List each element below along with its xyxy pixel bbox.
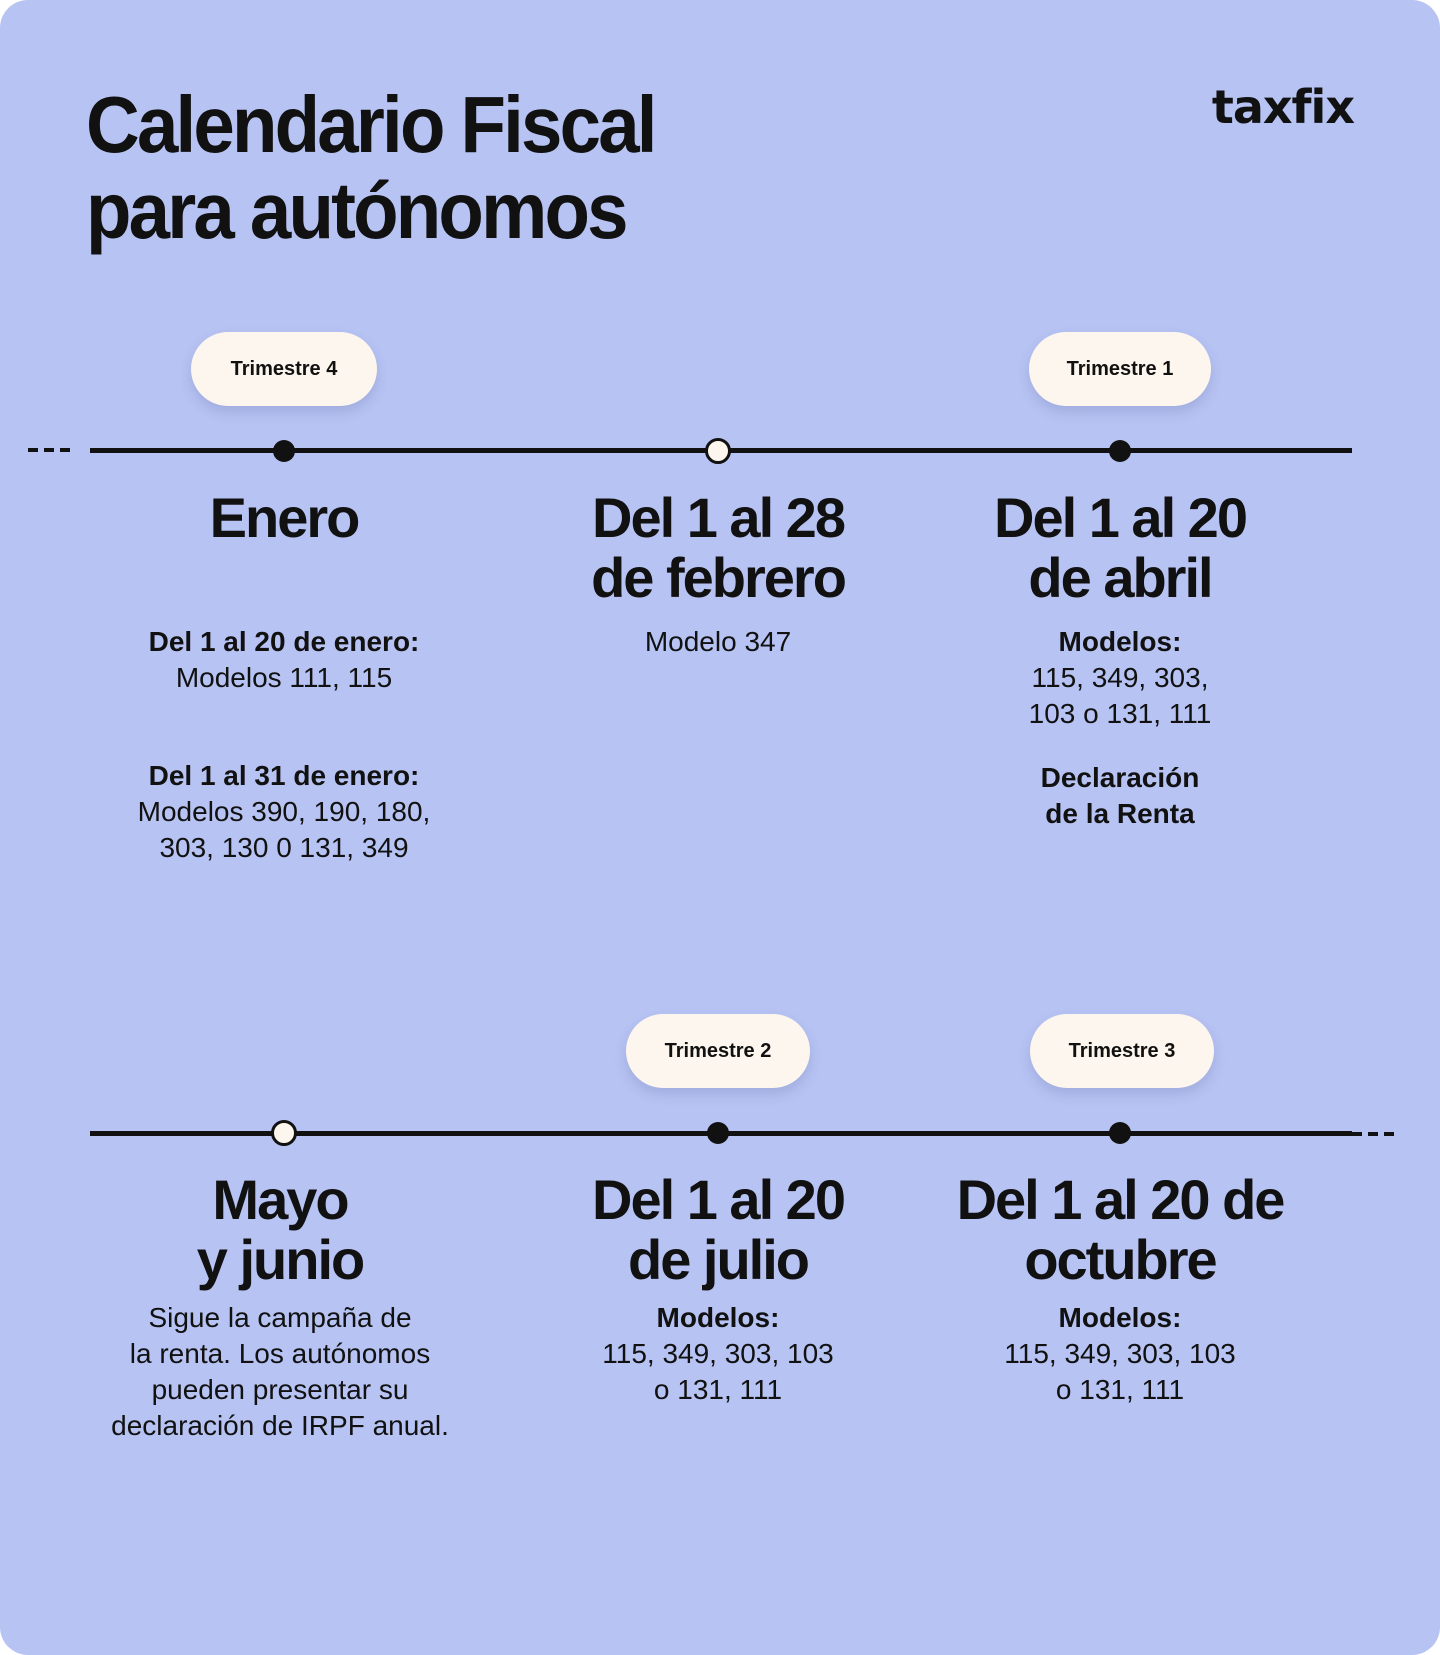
event-febrero: [518, 488, 918, 660]
timeline-dot-febrero: [705, 438, 731, 464]
timeline-dot-mayo: [271, 1120, 297, 1146]
group-line: 103 o 131, 111: [1028, 698, 1212, 729]
group-label: Modelos:: [1058, 626, 1182, 657]
event-julio: [518, 1170, 918, 1408]
group-line: pueden presentar su: [151, 1374, 409, 1405]
timeline-dot-enero: [273, 440, 295, 462]
group-line: Sigue la campaña de: [148, 1302, 412, 1333]
group-line: la renta. Los autónomos: [129, 1338, 431, 1369]
group-line: Modelos 111, 115: [175, 662, 393, 693]
timeline-dot-abril: [1109, 440, 1131, 462]
event-heading: [84, 488, 484, 548]
heading-line: de abril: [1028, 546, 1212, 609]
title-line-1: Calendario Fiscal: [86, 80, 655, 169]
group-label: Del 1 al 20 de enero:: [148, 626, 420, 657]
heading-line: Enero: [209, 486, 359, 549]
group-line: Modelos 390, 190, 180,: [137, 796, 431, 827]
heading-line: y junio: [196, 1228, 364, 1291]
event-heading: [900, 1170, 1340, 1290]
event-abril: [920, 488, 1320, 832]
group-line: Modelo 347: [644, 626, 792, 657]
group-label: de la Renta: [1045, 798, 1195, 829]
timeline-dash-right: [1352, 1132, 1398, 1136]
heading-line: Del 1 al 28: [592, 486, 844, 549]
pill-trimestre-1: Trimestre 1: [1029, 332, 1211, 406]
taxfix-logo: taxfix: [1211, 80, 1354, 134]
timeline-dash-left: [28, 448, 74, 452]
group-line: 303, 130 0 131, 349: [159, 832, 409, 863]
group-line: 115, 349, 303, 103: [1004, 1338, 1236, 1369]
heading-line: de julio: [628, 1228, 808, 1291]
group-label: Declaración: [1040, 762, 1200, 793]
heading-line: Del 1 al 20 de: [956, 1168, 1284, 1231]
pill-trimestre-4: Trimestre 4: [191, 332, 377, 406]
heading-line: octubre: [1024, 1228, 1216, 1291]
group-line: o 131, 111: [1055, 1374, 1185, 1405]
event-octubre: [900, 1170, 1340, 1408]
page-title: [86, 82, 655, 254]
title-line-2: para autónomos: [86, 166, 626, 255]
group-label: Modelos:: [656, 1302, 780, 1333]
group-line: o 131, 111: [653, 1374, 783, 1405]
event-heading: [518, 1170, 918, 1290]
event-heading: [920, 488, 1320, 608]
timeline-dot-julio: [707, 1122, 729, 1144]
group-label: Del 1 al 31 de enero:: [148, 760, 420, 791]
group-label: Modelos:: [1058, 1302, 1182, 1333]
pill-trimestre-2: Trimestre 2: [626, 1014, 810, 1088]
pill-trimestre-3: Trimestre 3: [1030, 1014, 1214, 1088]
group-line: 115, 349, 303,: [1031, 662, 1209, 693]
heading-line: Mayo: [212, 1168, 348, 1231]
heading-line: de febrero: [591, 546, 845, 609]
event-enero: [84, 488, 484, 866]
group-line: 115, 349, 303, 103: [602, 1338, 834, 1369]
group-line: declaración de IRPF anual.: [111, 1410, 449, 1441]
event-mayo-junio: [80, 1170, 480, 1444]
event-heading: [80, 1170, 480, 1290]
timeline-dot-octubre: [1109, 1122, 1131, 1144]
heading-line: Del 1 al 20: [592, 1168, 844, 1231]
event-heading: [518, 488, 918, 608]
heading-line: Del 1 al 20: [994, 486, 1246, 549]
